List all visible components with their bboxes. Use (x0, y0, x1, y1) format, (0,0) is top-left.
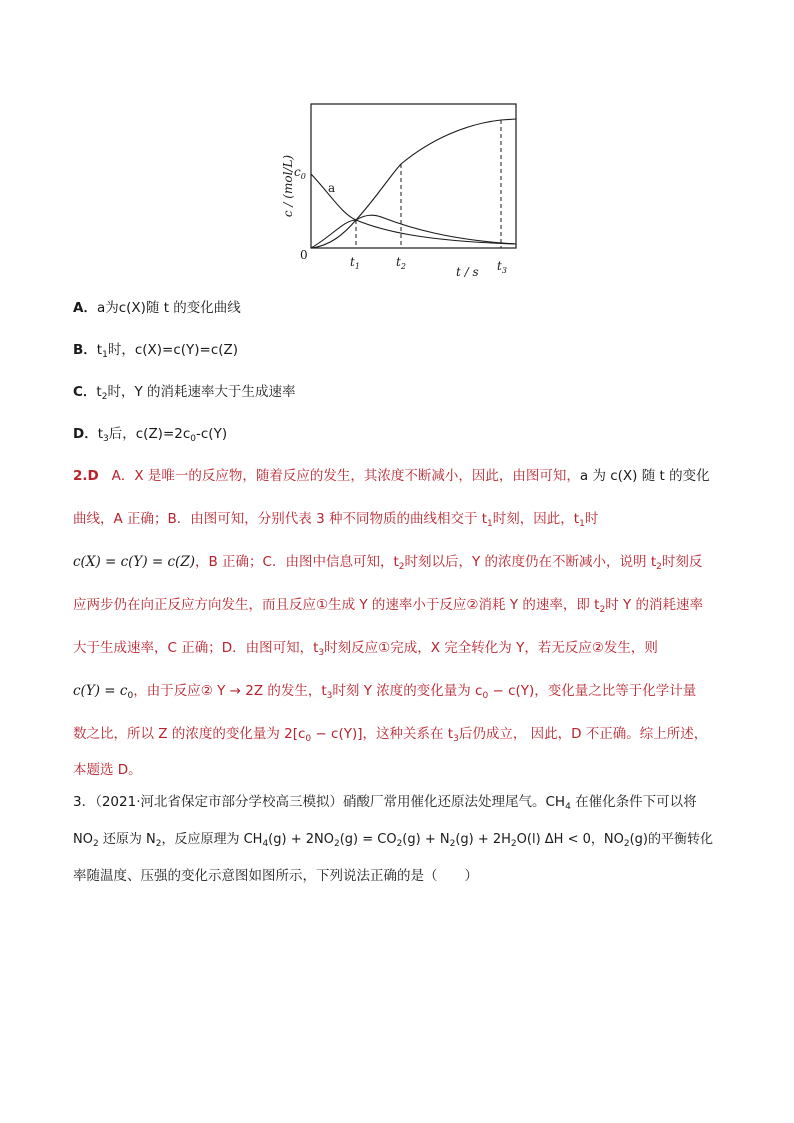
answer-line-6: $c(Y) = c_0$，由于反应② Y → 2Z 的发生，$t_3$时刻 Y 浓度的变化量为 $c_0 - c(Y)$，变化量之比等于化学计量 (73, 683, 697, 701)
curve-z (311, 119, 516, 248)
concentration-time-chart (280, 96, 540, 288)
tick-t1: $t_1$ (350, 255, 360, 271)
answer-line-1: 2.D A．X 是唯一的反应物，随着反应的发生，其浓度不断减小，因此，由图可知，a 为 c(X) 随 t 的变化 (73, 468, 710, 484)
tick-t3: $t_3$ (497, 259, 507, 275)
origin-label: 0 (300, 248, 308, 262)
c0-label: $c_0$ (294, 165, 306, 181)
answer-line-3: c(X) = c(Y) = c(Z)，B 正确；C．由图中信息可知，$t_2$时刻以后，Y 的浓度仍在不断减小，说明 $t_2$时刻反 (73, 554, 703, 572)
curve-a-label: a (328, 181, 336, 195)
answer-line-4: 应两步仍在向正反应方向发生，而且反应①生成 Y 的速率小于反应②消耗 Y 的速率，即 $t_2$时 Y 的消耗速率 (73, 597, 704, 615)
answer-line-7: 数之比，所以 Z 的浓度的变化量为 $2[c_0 - c(Y)]$，这种关系在 $t_3$后仍成立， 因此，D 不正确。综上所述， (73, 726, 708, 744)
answer-line-2: 曲线，A 正确；B．由图可知，分别代表 3 种不同物质的曲线相交于 $t_1$时刻，因此，$t_1$时 (73, 511, 599, 529)
option-a: A．a为c(X)随 t 的变化曲线 (73, 300, 241, 316)
answer-line-8: 本题选 D。 (73, 762, 142, 778)
question-3-line-1: 3．（2021·河北省保定市部分学校高三模拟）硝酸厂常用催化还原法处理尾气。$CH_4$ 在催化条件下可以将 (73, 794, 697, 812)
question-3-line-2: $NO_2$ 还原为 $N_2$，反应原理为 $CH_4(g) + 2NO_2(g) = CO_2(g) + N_2(g) + 2H_2O(l) \Delta H < 0$，$NO_2(g)$的平衡转化 (73, 832, 713, 849)
option-c: C．$t_2$时，Y 的消耗速率大于生成速率 (73, 384, 296, 402)
question-3-line-3: 率随温度、压强的变化示意图如图所示，下列说法正确的是（ ） (73, 868, 478, 884)
option-d: D．$t_3$后，$c(Z)=2c_0-c(Y)$ (73, 426, 228, 444)
answer-line-5: 大于生成速率，C 正确；D．由图可知，$t_3$时刻反应①完成，X 完全转化为 Y，若无反应②发生，则 (73, 640, 658, 658)
y-axis-label: c / (mol/L) (281, 154, 295, 218)
option-b: B．$t_1$时，c(X)=c(Y)=c(Z) (73, 342, 239, 360)
tick-t2: $t_2$ (396, 255, 406, 271)
x-axis-label: t / s (456, 265, 479, 279)
